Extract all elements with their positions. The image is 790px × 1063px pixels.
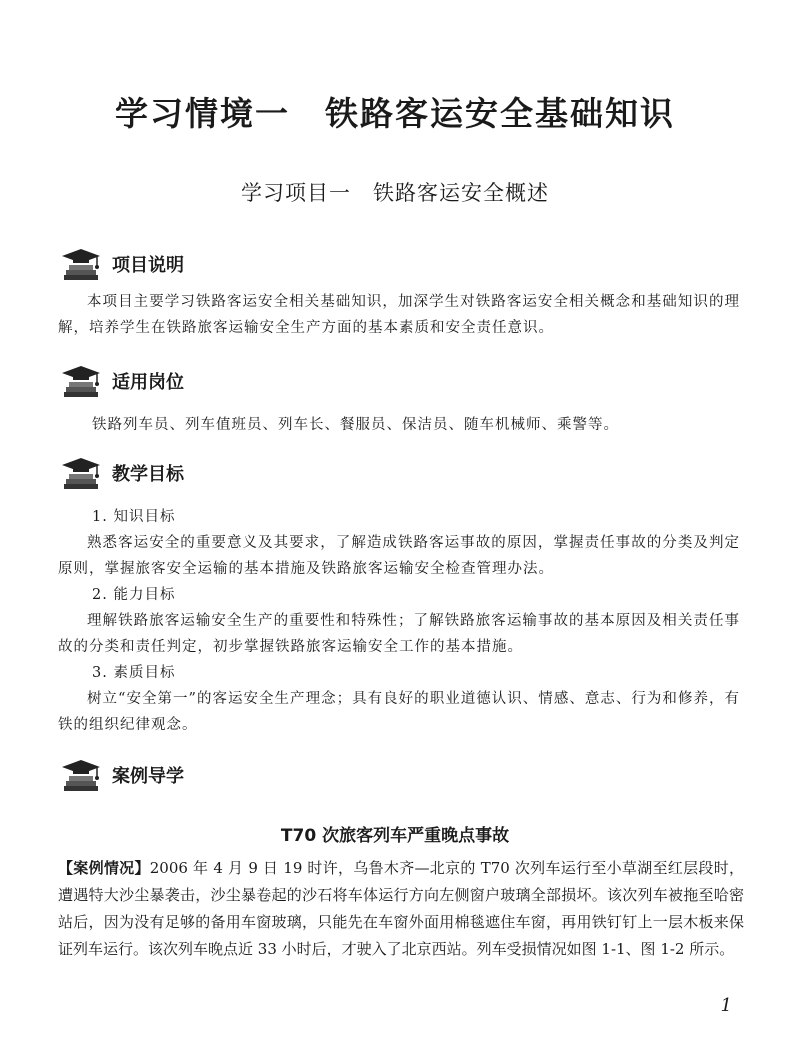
section-header-case — [60, 757, 184, 793]
project-title: 学习项目一 铁路客运安全概述 — [241, 181, 549, 205]
objective-heading: 2. 能力目标 — [92, 587, 176, 603]
section-title: 案例导学 — [112, 766, 184, 787]
graduation-cap-books-icon — [60, 757, 102, 793]
graduation-cap-books-icon — [60, 455, 102, 491]
objective-text: 理解铁路旅客运输安全生产的重要性和特殊性；了解铁路旅客运输事故的基本原因及相关责任事故的分类和责任判定，初步掌握铁路旅客运输安全工作的基本措施。 — [58, 613, 740, 655]
section-title: 教学目标 — [112, 464, 184, 485]
case-title: T70 次旅客列车严重晚点事故 — [280, 826, 510, 846]
section-header-positions — [60, 363, 184, 399]
section-title: 项目说明 — [112, 255, 184, 276]
objective-text: 熟悉客运安全的重要意义及其要求，了解造成铁路客运事故的原因，掌握责任事故的分类及判定原则，掌握旅客安全运输的基本措施及铁路旅客运输安全检查管理办法。 — [58, 535, 740, 577]
explanation-text: 本项目主要学习铁路客运安全相关基础知识，加深学生对铁路客运安全相关概念和基础知识的理解，培养学生在铁路旅客运输安全生产方面的基本素质和安全责任意识。 — [58, 294, 740, 336]
objective-heading: 3. 素质目标 — [92, 665, 176, 681]
section-title: 适用岗位 — [112, 372, 184, 393]
section-header-explanation — [60, 246, 184, 282]
case-tag: 【案例情况】 — [58, 859, 150, 877]
page-number: 1 — [720, 995, 732, 1016]
objective-heading: 1. 知识目标 — [92, 509, 176, 525]
case-body — [58, 855, 744, 963]
section-header-objectives — [60, 455, 184, 491]
positions-text: 铁路列车员、列车值班员、列车长、餐服员、保洁员、随车机械师、乘警等。 — [92, 417, 619, 433]
graduation-cap-books-icon — [60, 246, 102, 282]
graduation-cap-books-icon — [60, 363, 102, 399]
objective-text: 树立“安全第一”的客运安全生产理念；具有良好的职业道德认识、情感、意志、行为和修养，有铁的组织纪律观念。 — [58, 691, 740, 733]
case-text: 2006 年 4 月 9 日 19 时许，乌鲁木齐—北京的 T70 次列车运行至小草湖至红层段时，遭遇特大沙尘暴袭击，沙尘暴卷起的沙石将车体运行方向左侧窗户玻璃全部损坏。该次列车被拖至哈密站后，因为没有足够的备用车窗玻璃，只能先在车窗外面用棉毯遮住车窗，再用铁钉钉上一层木板来保证列车运行。该次列车晚点近 33 小时后，才驶入了北京西站。列车受损情况如图 1-1、图 1-2 所示。 — [58, 859, 744, 958]
chapter-title: 学习情境一 铁路客运安全基础知识 — [115, 94, 675, 133]
